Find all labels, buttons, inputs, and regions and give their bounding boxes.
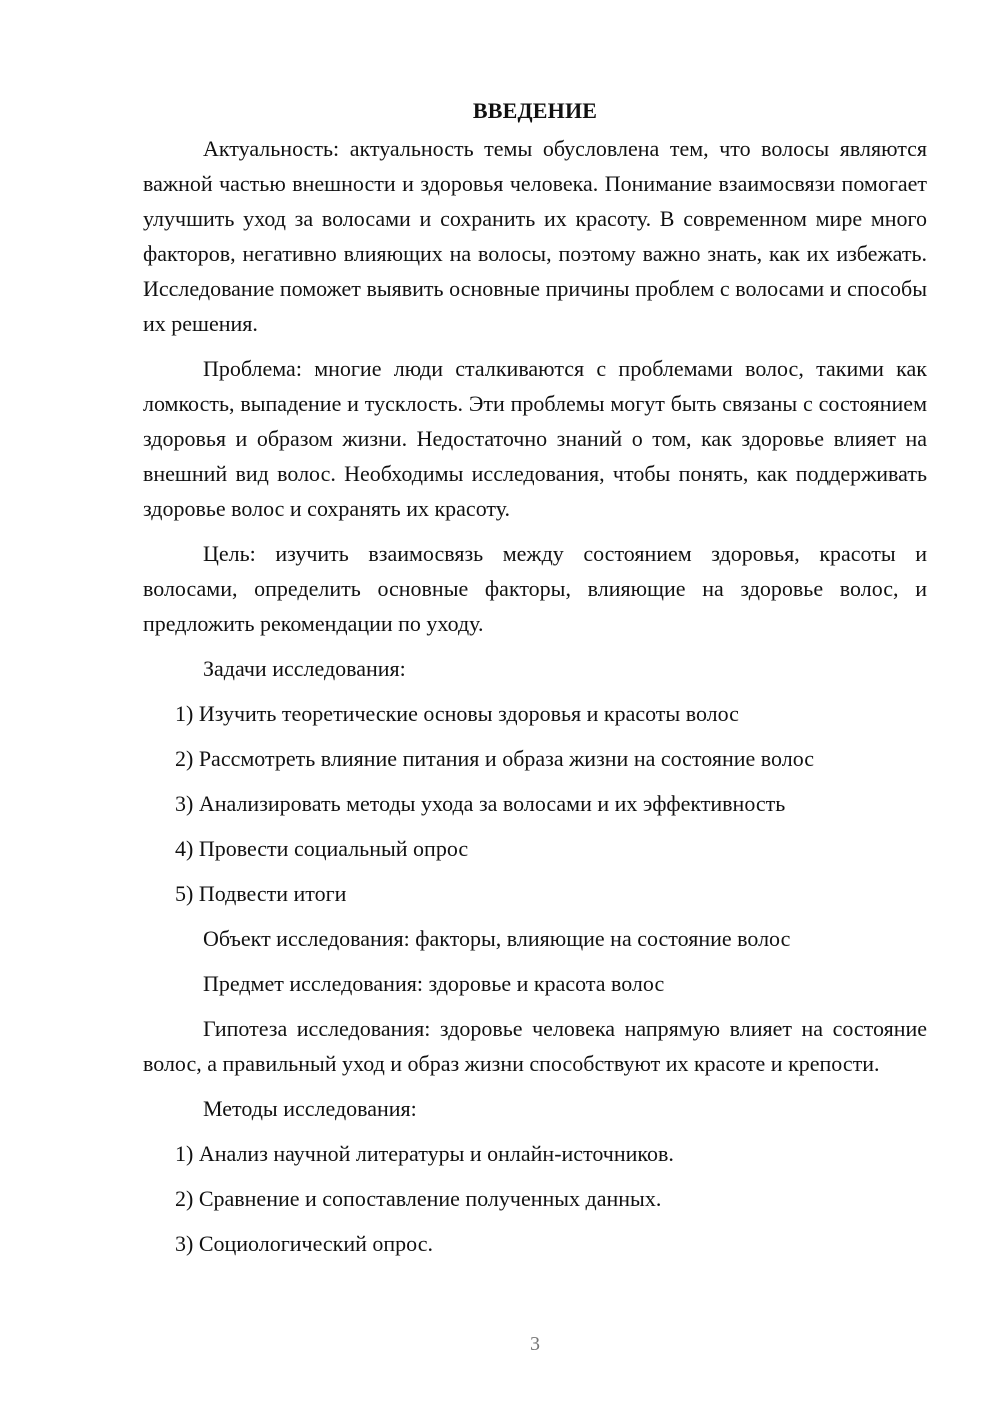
list-item: 5) Подвести итоги xyxy=(175,881,347,906)
object-line: Объект исследования: факторы, влияющие на состояние волос xyxy=(203,926,791,951)
tasks-list xyxy=(143,696,927,911)
goal-paragraph: Цель: изучить взаимосвязь между состоянием здоровья, красоты и волосами, определить основные факторы, влияющие на здоровье волос, и предложить рекомендации по уходу. xyxy=(143,541,927,636)
list-item: 3) Социологический опрос. xyxy=(175,1231,433,1256)
list-item: 2) Сравнение и сопоставление полученных данных. xyxy=(175,1186,662,1211)
subject-line: Предмет исследования: здоровье и красота волос xyxy=(203,971,665,996)
methods-list xyxy=(143,1136,927,1261)
list-item: 4) Провести социальный опрос xyxy=(175,836,469,861)
list-item: 1) Анализ научной литературы и онлайн-источников. xyxy=(175,1141,674,1166)
relevance-paragraph: Актуальность: актуальность темы обусловлена тем, что волосы являются важной частью внешности и здоровья человека. Понимание взаимосвязи помогает улучшить уход за волосами и сохранить их красоту. В современном мире много факторов, негативно влияющих на волосы, поэтому важно знать, как их избежать. Исследование поможет выявить основные причины проблем с волосами и способы их решения. xyxy=(143,136,927,336)
page-number: 3 xyxy=(530,1333,540,1355)
list-item: 3) Анализировать методы ухода за волосами и их эффективность xyxy=(175,791,786,816)
page-title: ВВЕДЕНИЕ xyxy=(472,98,598,123)
list-item: 1) Изучить теоретические основы здоровья и красоты волос xyxy=(175,701,739,726)
methods-heading: Методы исследования: xyxy=(203,1096,417,1121)
list-item: 2) Рассмотреть влияние питания и образа жизни на состояние волос xyxy=(175,746,815,771)
hypothesis-paragraph: Гипотеза исследования: здоровье человека напрямую влияет на состояние волос, а правильный уход и образ жизни способствуют их красоте и крепости. xyxy=(143,1016,927,1076)
problem-paragraph: Проблема: многие люди сталкиваются с проблемами волос, такими как ломкость, выпадение и тусклость. Эти проблемы могут быть связаны с состоянием здоровья и образом жизни. Недостаточно знаний о том, как здоровье влияет на внешний вид волос. Необходимы исследования, чтобы понять, как поддерживать здоровье волос и сохранять их красоту. xyxy=(143,356,927,521)
tasks-heading: Задачи исследования: xyxy=(203,656,406,681)
